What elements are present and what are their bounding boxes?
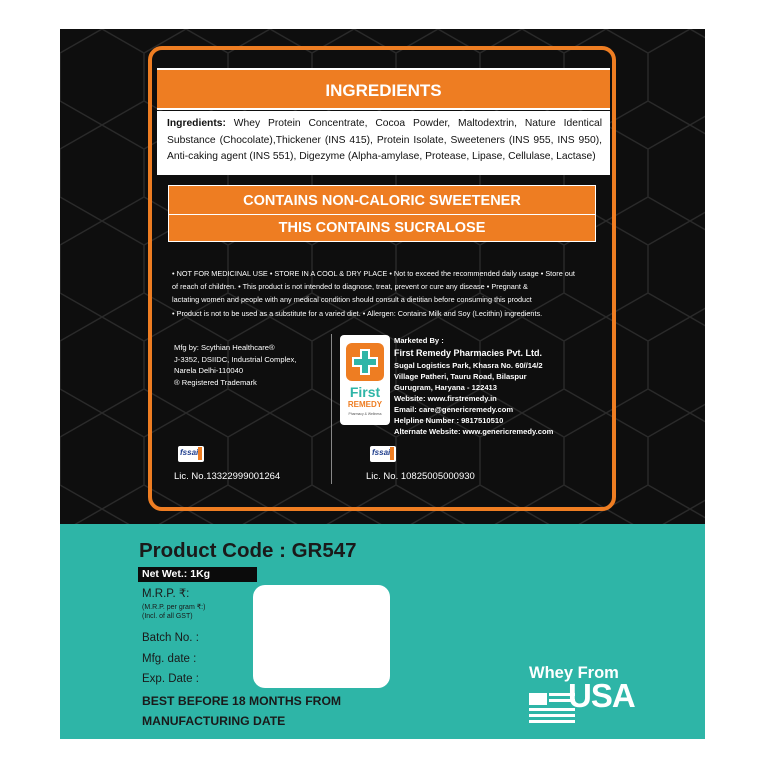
- product-label: [60, 29, 705, 739]
- first-remedy-logo: [340, 335, 390, 425]
- best-before-line: MANUFACTURING DATE: [142, 714, 286, 728]
- price-blank-box: [253, 585, 390, 688]
- marketer-license: Lic. No. 10825005000930: [366, 471, 475, 482]
- fssai-logo-icon: fssai: [370, 446, 396, 462]
- marketed-by-heading: Marketed By :: [394, 336, 444, 345]
- marketer-name: First Remedy Pharmacies Pvt. Ltd.: [394, 348, 543, 358]
- best-before: [142, 691, 341, 731]
- teal-panel: [60, 524, 705, 739]
- usa-text: USA: [568, 677, 635, 714]
- sweetener-warning: CONTAINS NON-CALORIC SWEETENER: [168, 185, 596, 215]
- marketer-alt-website: Alternate Website: www.genericremedy.com: [394, 427, 554, 436]
- product-code: Product Code : GR547: [139, 539, 357, 562]
- sucralose-warning: THIS CONTAINS SUCRALOSE: [168, 215, 596, 242]
- note-line: lactating women and people with any medical condition should consult a dietitian before consuming this product: [172, 295, 532, 305]
- marketer-website: Website: www.firstremedy.in: [394, 394, 497, 403]
- marketer-info: [394, 335, 614, 437]
- mfg-date-label: Mfg. date :: [142, 653, 197, 665]
- usage-notes: [172, 267, 602, 320]
- best-before-line: BEST BEFORE 18 MONTHS FROM: [142, 694, 342, 708]
- cross-icon: [340, 335, 390, 425]
- mfg-line: ® Registered Trademark: [174, 377, 257, 387]
- mfg-line: J-3352, DSIIDC, Industrial Complex,: [174, 354, 297, 364]
- mrp-per-gram-label: (M.R.P. per gram ₹:): [142, 604, 206, 611]
- svg-text:First: First: [349, 384, 381, 400]
- mfg-line: Narela Delhi-110040: [174, 366, 244, 375]
- mfg-line: Mfg by: Scythian Healthcare®: [174, 343, 275, 352]
- manufacturer-license: Lic. No.13322999001264: [174, 471, 281, 482]
- marketer-line: Village Patheri, Tauru Road, Bilaspur: [394, 372, 527, 381]
- net-weight: Net Wet.: 1Kg: [138, 567, 257, 582]
- ingredients-text: [157, 111, 610, 175]
- svg-text:Pharmacy & Wellness: Pharmacy & Wellness: [348, 412, 382, 416]
- note-line: • Product is not to be used as a substitute for a varied diet. • Allergen: Contains Milk and Soy (Lecithin) ingredients.: [172, 308, 543, 318]
- exp-date-label: Exp. Date :: [142, 673, 199, 685]
- ingredients-title: INGREDIENTS: [157, 68, 610, 110]
- mrp-label: M.R.P. ₹:: [142, 588, 190, 600]
- marketer-email: Email: care@genericremedy.com: [394, 405, 514, 414]
- ingredients-label: Ingredients:: [167, 118, 226, 129]
- fssai-logo-icon: fssai: [178, 446, 204, 462]
- svg-text:REMEDY: REMEDY: [347, 400, 383, 409]
- note-line: of reach of children. • This product is not intended to diagnose, treat, prevent or cure any disease • Pregnant &: [172, 282, 528, 292]
- note-line: • NOT FOR MEDICINAL USE • STORE IN A COOL & DRY PLACE • Not to exceed the recommended daily usage • Store out: [172, 269, 575, 278]
- batch-label: Batch No. :: [142, 632, 199, 644]
- incl-gst-label: (Incl. of all GST): [142, 613, 193, 620]
- whey-from-text: Whey From: [529, 664, 619, 682]
- ingredients-list: Whey Protein Concentrate, Cocoa Powder, Maltodextrin, Nature Identical Substance (Chocolate),Thickener (INS 415), Protein Isolate, Sweeteners (INS 955, INS 950), Anti-caking agent (INS 551), Digezyme (Alpha-amylase, Protease, Lipase, Cellulase, Lactase): [167, 118, 602, 162]
- marketer-line: Sugal Logistics Park, Khasra No. 60//14/2: [394, 361, 543, 370]
- vertical-divider: [331, 334, 332, 484]
- marketer-helpline: Helpline Number : 9817510510: [394, 416, 504, 425]
- manufacturer-info: [174, 342, 334, 388]
- marketer-line: Gurugram, Haryana - 122413: [394, 383, 497, 392]
